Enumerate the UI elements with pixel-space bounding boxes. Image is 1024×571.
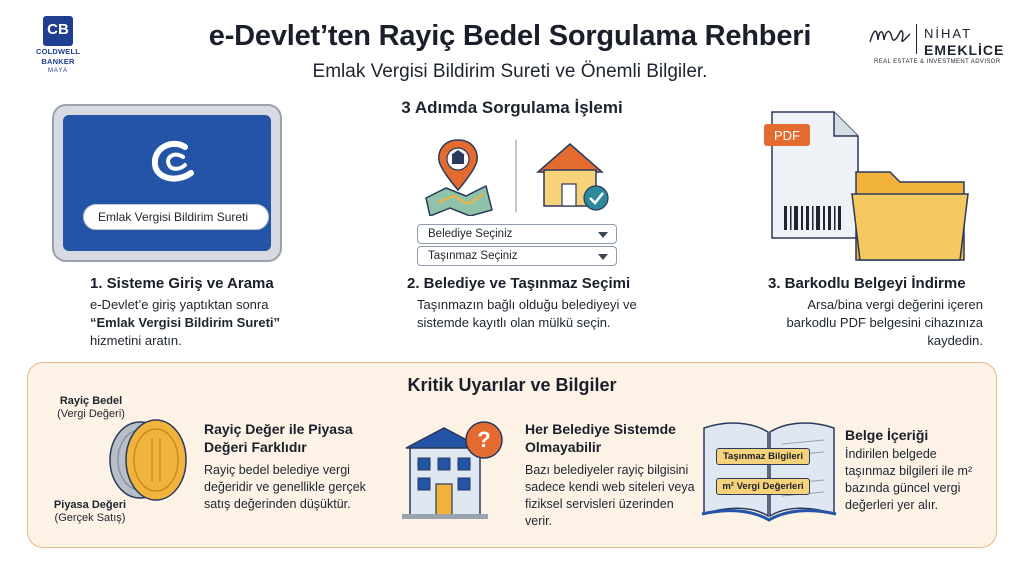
warning2-body: Bazı belediyeler rayiç bilgisini sadece kendi web siteleri veya fiziksel servisleri üzerinden verir. <box>525 463 695 528</box>
warning3-body: İndirilen belgede taşınmaz bilgileri ile m² bazında güncel vergi değerleri yer alır. <box>845 447 973 512</box>
step1-body-suffix: hizmetini aratın. <box>90 333 182 348</box>
step2-heading: 2. Belediye ve Taşınmaz Seçimi <box>407 275 631 292</box>
logo-divider <box>916 24 917 54</box>
warning1-heading: Rayiç Değer ile Piyasa Değeri Farklıdır <box>204 421 353 455</box>
brand-last-name: EMEKLİCE <box>924 42 1005 58</box>
step3-heading: 3. Barkodlu Belgeyi İndirme <box>768 275 966 292</box>
warning2-heading: Her Belediye Sistemde Olmayabilir <box>525 421 676 455</box>
municipality-select[interactable] <box>417 224 617 244</box>
brand-first-name: NİHAT <box>924 26 973 41</box>
e-devlet-emblem-icon <box>145 137 203 187</box>
chevron-down-icon <box>598 232 608 238</box>
cb-logo-mark: CB <box>47 21 69 38</box>
cb-brand-line1: COLDWELL <box>35 47 81 56</box>
coins-icon <box>100 414 192 506</box>
cb-logo-icon <box>43 16 73 46</box>
coin-bottom-label <box>40 499 140 525</box>
page-title: e-Devlet’ten Rayiç Bedel Sorgulama Rehberi <box>208 20 812 52</box>
brand-tagline: REAL ESTATE & INVESTMENT ADVISOR <box>874 59 1001 65</box>
warning3-heading: Belge İçeriği <box>845 427 929 443</box>
step3-illustration <box>760 108 975 268</box>
page-subtitle: Emlak Vergisi Bildirim Sureti ve Önemli Bilgiler. <box>312 61 708 82</box>
pdf-document-icon <box>764 112 858 238</box>
municipality-select-value: Belediye Seçiniz <box>428 228 513 240</box>
chevron-down-icon <box>598 254 608 260</box>
coin-top-title: Rayiç Bedel <box>59 395 123 407</box>
step1-body-prefix: e-Devlet’e giriş yaptıktan sonra <box>90 297 269 312</box>
step1-body-emphasis: “Emlak Vergisi Bildirim Sureti” <box>90 315 281 330</box>
coin-bottom-sub: (Gerçek Satış) <box>54 512 126 524</box>
step2-body: Taşınmazın bağlı olduğu belediyeyi ve sistemde kayıtlı olan mülkü seçin. <box>417 297 637 330</box>
coin-bottom-title: Piyasa Değeri <box>53 499 127 511</box>
book-label-m2-values: m² Vergi Değerleri <box>716 478 810 495</box>
tablet-illustration <box>52 104 282 262</box>
property-select[interactable] <box>417 246 617 266</box>
municipality-building-question-icon <box>398 414 508 522</box>
step3-body: Arsa/bina vergi değerini içeren barkodlu PDF belgesini cihazınıza kaydedin. <box>786 297 983 348</box>
property-select-value: Taşınmaz Seçiniz <box>428 250 518 262</box>
map-pin-icon <box>426 140 492 216</box>
search-input[interactable]: Emlak Vergisi Bildirim Sureti <box>83 204 269 230</box>
steps-title: 3 Adımda Sorgulama İşlemi <box>401 98 623 117</box>
coin-top-sub: (Vergi Değeri) <box>57 408 125 420</box>
house-check-icon <box>538 144 608 210</box>
step1-body <box>90 296 330 350</box>
signature-icon <box>868 24 912 48</box>
book-label-property-info: Taşınmaz Bilgileri <box>716 448 810 465</box>
question-mark-glyph: ? <box>477 427 491 452</box>
pdf-label: PDF <box>774 128 800 143</box>
folder-icon <box>852 172 968 260</box>
coldwell-banker-logo <box>22 16 94 74</box>
cb-brand-line3: MAYA <box>47 68 69 74</box>
step1-heading: 1. Sisteme Giriş ve Arama <box>90 275 274 292</box>
step2-illustration <box>420 136 620 216</box>
cb-brand-line2: BANKER <box>41 57 75 66</box>
tablet-screen <box>63 115 271 251</box>
open-book-icon <box>700 414 838 522</box>
warning1-body: Rayiç bedel belediye vergi değeridir ve genellikle gerçek satış değerinden düşüktür. <box>204 463 366 511</box>
warnings-title: Kritik Uyarılar ve Bilgiler <box>407 375 617 395</box>
